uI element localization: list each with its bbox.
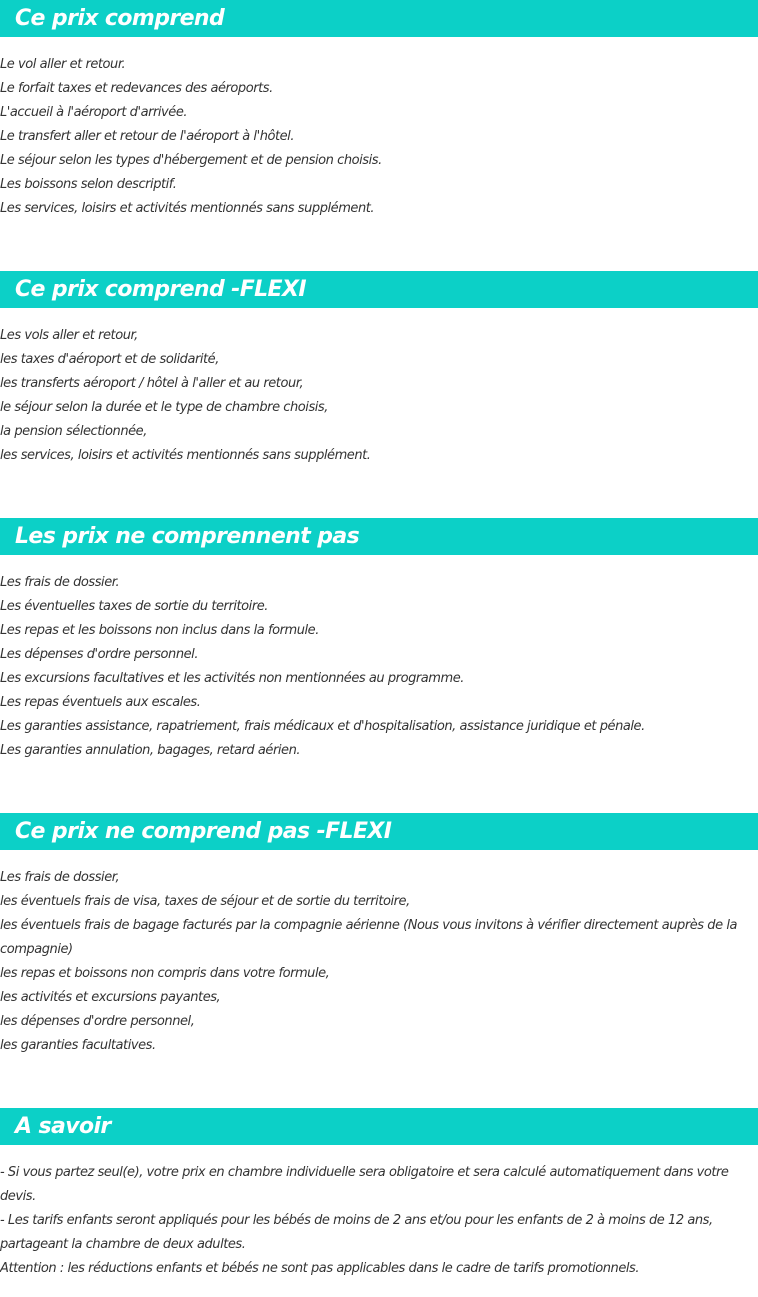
list-item: les taxes d'aéroport et de solidarité,: [0, 352, 219, 367]
list-item: les transferts aéroport / hôtel à l'aller et au retour,: [0, 376, 304, 391]
section-ce-prix-comprend-flexi: [0, 271, 758, 468]
section-title: Ce prix comprend -FLEXI: [15, 277, 306, 302]
list-item: Les garanties assistance, rapatriement, frais médicaux et d'hospitalisation, assistance juridique et pénale.: [0, 719, 645, 734]
section-title: Les prix ne comprennent pas: [15, 524, 360, 549]
list-item: - Les tarifs enfants seront appliqués pour les bébés de moins de 2 ans et/ou pour les enfants de 2 à moins de 12 ans,: [0, 1213, 713, 1228]
list-item: devis.: [0, 1189, 36, 1204]
section-header: [0, 518, 758, 555]
list-item: Le vol aller et retour.: [0, 57, 126, 72]
section-title: Ce prix comprend: [15, 6, 225, 31]
list-item: les repas et boissons non compris dans votre formule,: [0, 966, 330, 981]
list-item: Les repas et les boissons non inclus dans la formule.: [0, 623, 319, 638]
list-item: le séjour selon la durée et le type de chambre choisis,: [0, 400, 328, 415]
section-header: [0, 1108, 758, 1145]
list-item: partageant la chambre de deux adultes.: [0, 1237, 246, 1252]
section-title: Ce prix ne comprend pas -FLEXI: [15, 819, 392, 844]
section-body: [0, 850, 758, 1058]
section-ce-prix-ne-comprend-pas-flexi: [0, 813, 758, 1058]
list-item: Le transfert aller et retour de l'aéroport à l'hôtel.: [0, 129, 295, 144]
list-item: Les repas éventuels aux escales.: [0, 695, 201, 710]
list-item: Les excursions facultatives et les activités non mentionnées au programme.: [0, 671, 464, 686]
list-item: les services, loisirs et activités mentionnés sans supplément.: [0, 448, 371, 463]
section-header: [0, 0, 758, 37]
section-body: [0, 555, 758, 763]
section-header: [0, 271, 758, 308]
section-body: [0, 1145, 758, 1281]
list-item: les éventuels frais de bagage facturés par la compagnie aérienne (Nous vous invitons à vérifier directement auprès de la: [0, 918, 738, 933]
list-item: les éventuels frais de visa, taxes de séjour et de sortie du territoire,: [0, 894, 410, 909]
list-item: Le séjour selon les types d'hébergement et de pension choisis.: [0, 153, 382, 168]
list-item: les dépenses d'ordre personnel,: [0, 1014, 195, 1029]
list-item: - Si vous partez seul(e), votre prix en chambre individuelle sera obligatoire et sera calculé automatiquement dans votre: [0, 1165, 729, 1180]
list-item: Les services, loisirs et activités mentionnés sans supplément.: [0, 201, 375, 216]
section-title: A savoir: [15, 1114, 111, 1139]
section-les-prix-ne-comprennent-pas: [0, 518, 758, 763]
section-ce-prix-comprend: [0, 0, 758, 221]
list-item: les garanties facultatives.: [0, 1038, 156, 1053]
list-item: Les frais de dossier,: [0, 870, 120, 885]
list-item: L'accueil à l'aéroport d'arrivée.: [0, 105, 188, 120]
list-item: Les dépenses d'ordre personnel.: [0, 647, 199, 662]
list-item: Les éventuelles taxes de sortie du territoire.: [0, 599, 268, 614]
section-body: [0, 308, 758, 468]
list-item: Le forfait taxes et redevances des aéroports.: [0, 81, 273, 96]
section-body: [0, 37, 758, 221]
list-item: Les frais de dossier.: [0, 575, 120, 590]
list-item: les activités et excursions payantes,: [0, 990, 221, 1005]
list-item: compagnie): [0, 942, 73, 957]
list-item: Les boissons selon descriptif.: [0, 177, 177, 192]
list-item: la pension sélectionnée,: [0, 424, 147, 439]
list-item: Attention : les réductions enfants et bébés ne sont pas applicables dans le cadre de tarifs promotionnels.: [0, 1261, 640, 1276]
section-header: [0, 813, 758, 850]
list-item: Les vols aller et retour,: [0, 328, 138, 343]
section-a-savoir: [0, 1108, 758, 1281]
list-item: Les garanties annulation, bagages, retard aérien.: [0, 743, 301, 758]
